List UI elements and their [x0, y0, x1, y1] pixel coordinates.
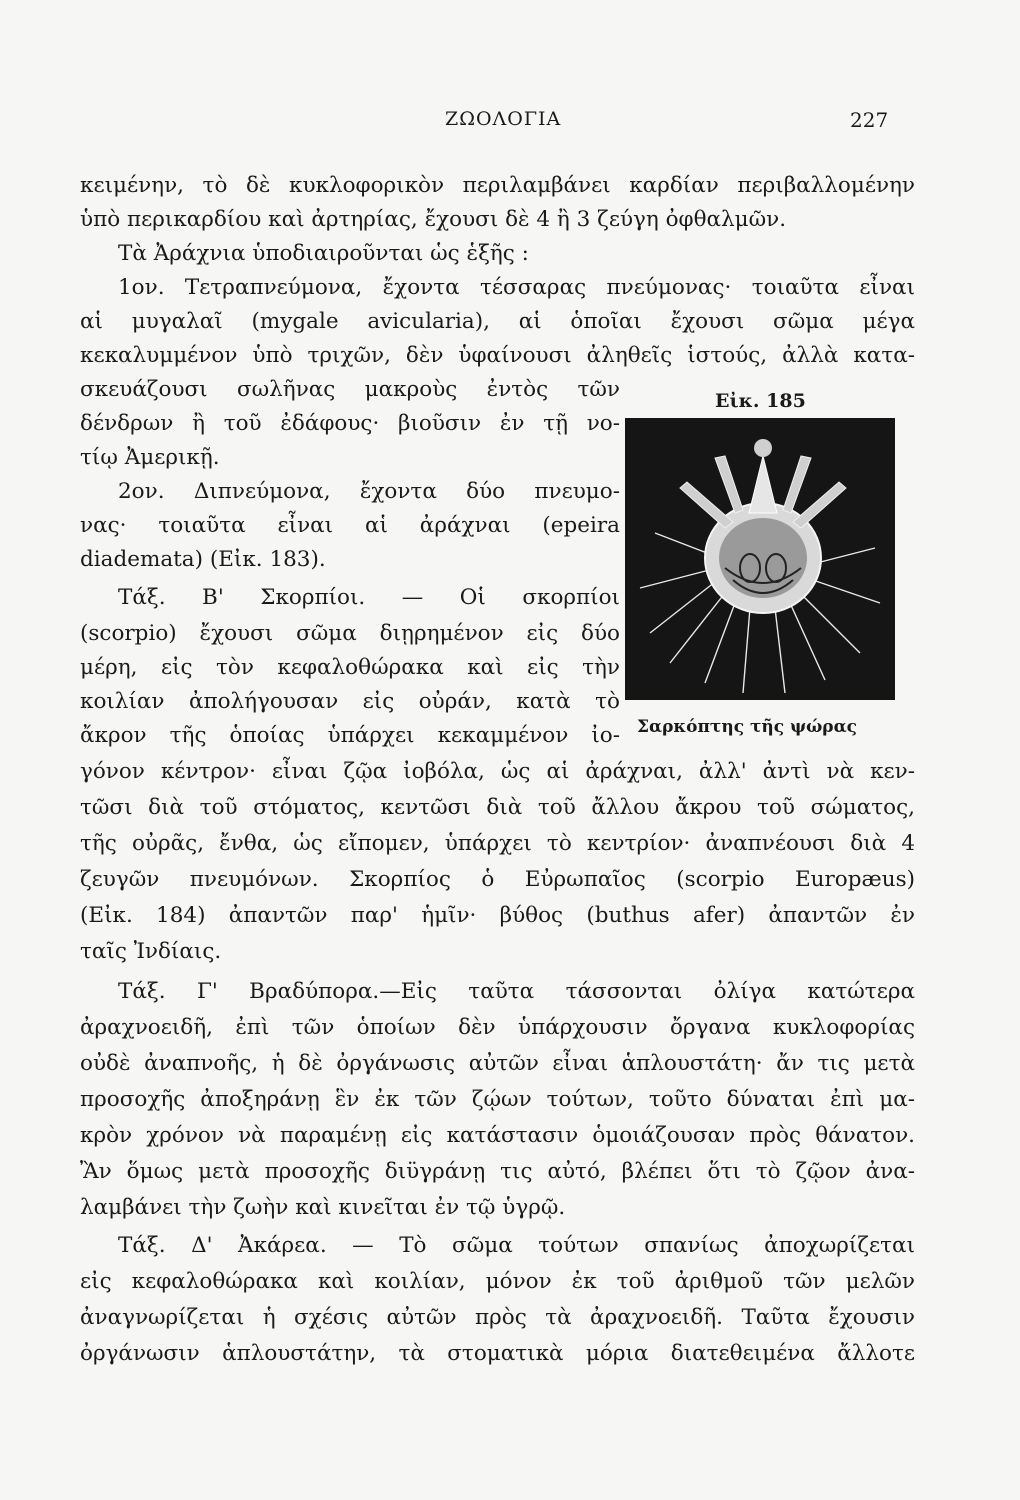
text-line: προσοχῆς ἀποξηράνῃ ἓν ἐκ τῶν ζῴων τούτων, τοῦτο δύναται ἐπὶ μα-: [80, 1087, 915, 1112]
text-line: 2ον. Διπνεύμονα, ἔχοντα δύο πνευμο-: [118, 479, 620, 504]
text-line: ὑπὸ περικαρδίου καὶ ἀρτηρίας, ἔχουσι δὲ 4 ἢ 3 ζεύγη ὀφθαλμῶν.: [80, 207, 787, 232]
text-line: diademata) (Εἰκ. 183).: [80, 547, 326, 572]
running-title: ΖΩΟΛΟΓΙΑ: [445, 108, 562, 130]
text-line: Τὰ Ἀράχνια ὑποδιαιροῦνται ὡς ἑξῆς :: [118, 241, 529, 266]
section-heading-acari: Τάξ. Δ' Ἀκάρεα. — Τὸ σῶμα τούτων σπανίως ἀποχωρίζεται: [118, 1233, 915, 1258]
text-line: σκευάζουσι σωλῆνας μακροὺς ἐντὸς τῶν: [80, 377, 620, 402]
figure-label: Εἰκ. 185: [715, 390, 806, 412]
text-line: ἀναγνωρίζεται ἡ σχέσις αὐτῶν πρὸς τὰ ἀραχνοειδῆ. Ταῦτα ἔχουσιν: [80, 1305, 915, 1330]
text-line: τίῳ Ἀμερικῇ.: [80, 445, 220, 470]
text-line: κεκαλυμμένον ὑπὸ τριχῶν, δὲν ὑφαίνουσι ἀληθεῖς ἱστούς, ἀλλὰ κατα-: [80, 343, 915, 368]
section-heading-scorpions: Τάξ. Β' Σκορπίοι. — Οἱ σκορπίοι: [118, 585, 620, 610]
text-line: ταῖς Ἰνδίαις.: [80, 939, 222, 964]
text-line: οὐδὲ ἀναπνοῆς, ἡ δὲ ὀργάνωσις αὐτῶν εἶναι ἁπλουστάτη· ἄν τις μετὰ: [80, 1051, 915, 1076]
text-line: κρὸν χρόνον νὰ παραμένῃ εἰς κατάστασιν ὁμοιάζουσαν πρὸς θάνατον.: [80, 1123, 915, 1148]
text-line: (scorpio) ἔχουσι σῶμα διῃρημένον εἰς δύο: [80, 621, 620, 646]
page-header: [0, 108, 1020, 138]
text-line: τῆς οὐρᾶς, ἔνθα, ὡς εἴπομεν, ὑπάρχει τὸ κεντρίον· ἀναπνέουσι διὰ 4: [80, 831, 915, 856]
section-heading-bradypoda: Τάξ. Γ' Βραδύπορα.—Εἰς ταῦτα τάσσονται ὀλίγα κατώτερα: [118, 979, 915, 1004]
page-number: 227: [850, 108, 889, 132]
text-line: λαμβάνει τὴν ζωὴν καὶ κινεῖται ἐν τῷ ὑγρῷ.: [80, 1195, 566, 1220]
text-line: τῶσι διὰ τοῦ στόματος, κεντῶσι διὰ τοῦ ἄλλου ἄκρου τοῦ σώματος,: [80, 795, 915, 820]
text-line: νας· τοιαῦτα εἶναι αἱ ἀράχναι (epeira: [80, 513, 620, 538]
sarcoptes-mite-icon: [625, 418, 895, 700]
text-line: ἀραχνοειδῆ, ἐπὶ τῶν ὁποίων δὲν ὑπάρχουσιν ὄργανα κυκλοφορίας: [80, 1015, 915, 1040]
text-line: ζευγῶν πνευμόνων. Σκορπίος ὁ Εὐρωπαῖος (scorpio Europæus): [80, 867, 915, 892]
figure-caption: Σαρκόπτης τῆς ψώρας: [637, 717, 857, 737]
text-line: ἄκρον τῆς ὁποίας ὑπάρχει κεκαμμένον ἰο-: [80, 723, 620, 748]
text-line: δένδρων ἢ τοῦ ἐδάφους· βιοῦσιν ἐν τῇ νο-: [80, 411, 620, 436]
text-line: εἰς κεφαλοθώρακα καὶ κοιλίαν, μόνον ἐκ τοῦ ἀριθμοῦ τῶν μελῶν: [80, 1269, 915, 1294]
text-line: μέρη, εἰς τὸν κεφαλοθώρακα καὶ εἰς τὴν: [80, 655, 620, 680]
text-line: Ἂν ὅμως μετὰ προσοχῆς διϋγράνῃ τις αὐτό, βλέπει ὅτι τὸ ζῷον ἀνα-: [80, 1159, 915, 1184]
mite-illustration: [625, 418, 895, 700]
text-line: κοιλίαν ἀπολήγουσαν εἰς οὐράν, κατὰ τὸ: [80, 689, 620, 714]
text-line: αἱ μυγαλαῖ (mygale avicularia), αἱ ὁποῖαι ἔχουσι σῶμα μέγα: [80, 309, 915, 334]
text-line: (Εἰκ. 184) ἀπαντῶν παρ' ἡμῖν· βύθος (buthus afer) ἀπαντῶν ἐν: [80, 903, 915, 928]
text-line: ὀργάνωσιν ἁπλουστάτην, τὰ στοματικὰ μόρια διατεθειμένα ἄλλοτε: [80, 1341, 915, 1366]
text-line: 1ον. Τετραπνεύμονα, ἔχοντα τέσσαρας πνεύμονας· τοιαῦτα εἶναι: [118, 275, 915, 300]
text-line: γόνον κέντρον· εἶναι ζῷα ἰοβόλα, ὡς αἱ ἀράχναι, ἀλλ' ἀντὶ νὰ κεν-: [80, 759, 915, 784]
text-line: κειμένην, τὸ δὲ κυκλοφορικὸν περιλαμβάνει καρδίαν περιβαλλομένην: [80, 173, 915, 198]
